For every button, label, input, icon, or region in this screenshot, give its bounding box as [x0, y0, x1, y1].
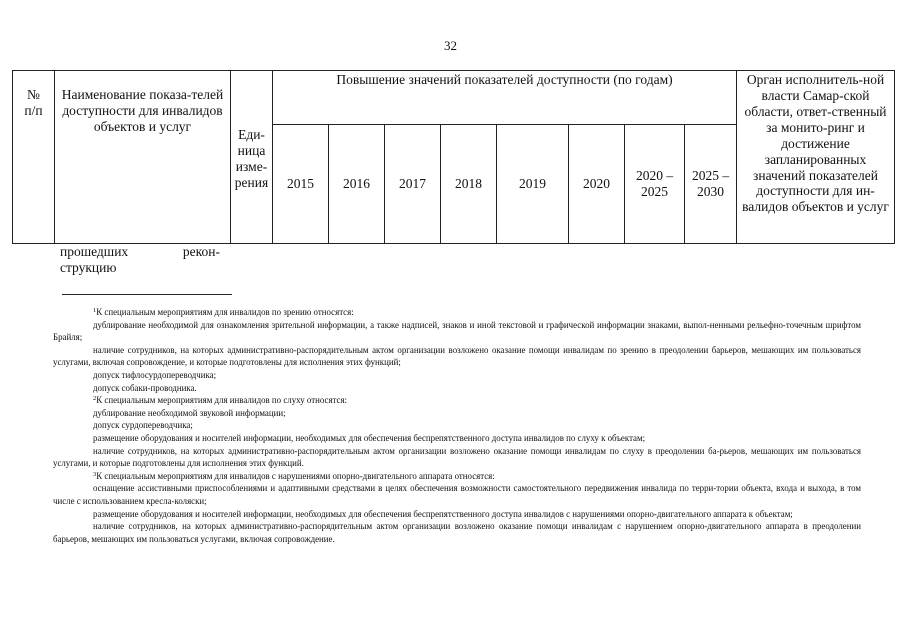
footnote-paragraph: наличие сотрудников, на которых административно-распорядительным актом организации возложено оказание помощи инвалидам с нарушением опорно-двигательного аппарата в преодолении барьеров, мешающих им пользоваться услугами, включая сопровождение. — [53, 521, 861, 544]
footnote-paragraph: размещение оборудования и носителей информации, необходимых для обеспечения беспрепятственного доступа инвалидов по слуху к объектам; — [93, 432, 646, 443]
footnotes — [53, 306, 861, 545]
continuation-word-left: прошедших — [60, 244, 129, 259]
header-unit-line3: изме- — [235, 159, 268, 175]
header-responsible-organ: Орган исполнитель-ной власти Самар-ской области, ответ-ственный за монито-ринг и достижение запланированных значений показателей доступности для ин-валидов объектов и услуг — [737, 71, 895, 244]
accessibility-table — [12, 70, 895, 244]
continuation-word-right: рекон- — [182, 244, 220, 259]
page-number: 32 — [444, 38, 457, 53]
header-unit-line4: рения — [234, 175, 269, 191]
footnote-paragraph: наличие сотрудников, на которых административно-распорядительным актом организации возложено оказание помощи инвалидам по зрению в преодолении барьеров, мешающих им пользоваться услугами, включая сопровождение, и которые подготовлены для исполнения этих функций; — [53, 344, 861, 368]
footnote-marker: 1 — [93, 307, 97, 314]
footnote-marker: 3 — [93, 470, 97, 478]
header-unit — [231, 71, 273, 244]
footnote-paragraph: дублирование необходимой для ознакомления зрительной информации, а также надписей, знаков и иной текстовой и графической информации знаками, выпол-ненными рельефно-точечным шрифтом Брайля; — [53, 319, 861, 343]
header-indicator-name: Наименование показа-телей доступности для инвалидов объектов и услуг — [55, 71, 231, 244]
header-number-line2: п/п — [24, 102, 43, 118]
year-2019: 2019 — [497, 125, 569, 244]
year-2018: 2018 — [441, 125, 497, 244]
footnote-1-heading: $^1$К специальным мероприятиям для инвалидов по зрению относятся: — [93, 307, 354, 317]
year-2016: 2016 — [329, 125, 385, 244]
footnote-paragraph: оснащение ассистивными приспособлениями и адаптивными средствами в целях обеспечения возможности самостоятельного передвижения инвалида по терри-тории объекта, входа и выхода, в том числе с использованием кресла-коляски; — [53, 483, 861, 506]
header-number-line1: № — [27, 87, 40, 102]
footnote-separator — [62, 294, 232, 295]
year-2015: 2015 — [273, 125, 329, 244]
header-unit-line1: Еди- — [238, 127, 265, 143]
header-years-group: Повышение значений показателей доступности (по годам) — [273, 71, 737, 125]
footnote-paragraph: размещение оборудования и носителей информации, необходимых для обеспечения беспрепятственного доступа инвалидов с нарушениями опорно-двигательного аппарата к объектам; — [93, 508, 793, 519]
footnote-paragraph: допуск собаки-проводника. — [93, 382, 197, 393]
year-2025-2030: 2025 – 2030 — [685, 125, 737, 244]
footnote-marker: 2 — [93, 395, 97, 403]
year-2020: 2020 — [569, 125, 625, 244]
footnote-3-heading: $^3$К специальным мероприятиям для инвалидов с нарушениями опорно-двигательного аппарата относятся: — [93, 470, 495, 481]
year-2020-2025: 2020 – 2025 — [625, 125, 685, 244]
footnote-paragraph: наличие сотрудников, на которых административно-распорядительным актом организации возложено оказание помощи инвалидам по слуху в преодолении ба-рьеров, мешающих им пользоваться услугами, и которые подготовлены для исполнения этих функций. — [53, 445, 861, 469]
year-2017: 2017 — [385, 125, 441, 244]
continuation-text — [60, 244, 220, 276]
footnote-2-heading: $^2$К специальным мероприятиям для инвалидов по слуху относятся: — [93, 395, 347, 406]
footnote-paragraph: допуск сурдопереводчика; — [93, 420, 193, 431]
header-unit-line2: ница — [237, 143, 266, 159]
footnote-paragraph: дублирование необходимой звуковой информации; — [93, 407, 286, 418]
continuation-line-2: струкцию — [60, 259, 117, 275]
footnote-paragraph: допуск тифлосурдопереводчика; — [93, 369, 217, 380]
header-number — [13, 71, 55, 244]
